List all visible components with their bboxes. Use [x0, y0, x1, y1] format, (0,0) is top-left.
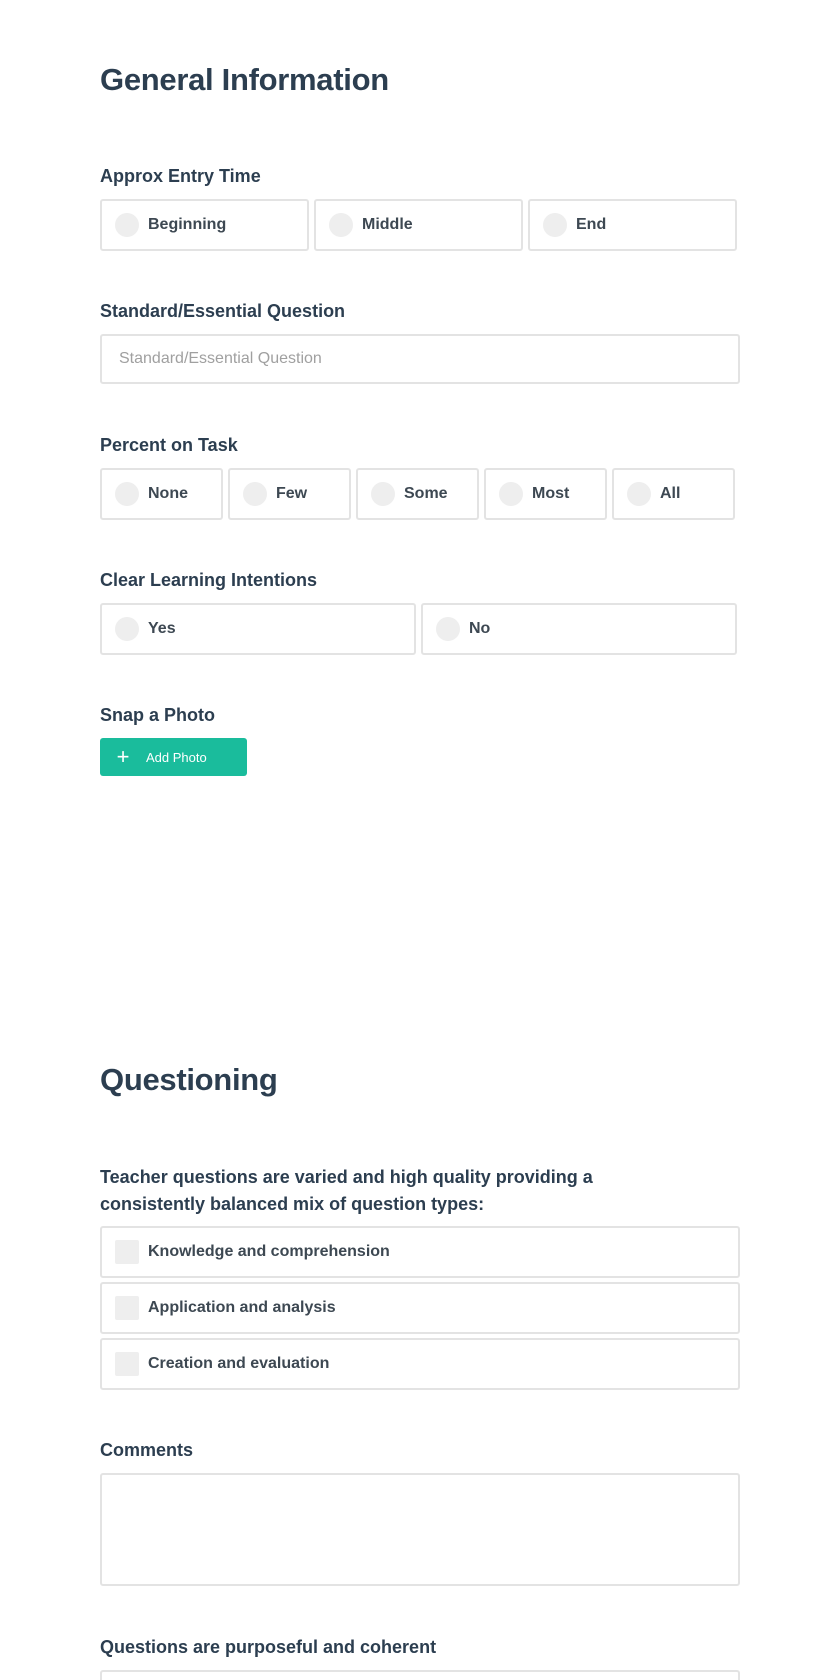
option-label: Application and analysis	[148, 1299, 336, 1316]
comments-textarea[interactable]	[100, 1473, 740, 1586]
purposeful-questions-label: Questions are purposeful and coherent	[100, 1637, 437, 1657]
entry-time-option-middle[interactable]	[314, 199, 523, 251]
option-label: Some	[404, 485, 448, 502]
intentions-option-no[interactable]	[421, 603, 737, 655]
option-label: Most	[532, 485, 570, 502]
option-label: No	[469, 620, 491, 637]
standard-question-label: Standard/Essential Question	[100, 301, 346, 321]
plus-icon: +	[116, 744, 130, 769]
option-label: None	[148, 485, 188, 502]
percent-option-some[interactable]	[356, 468, 479, 520]
radio-circle-icon[interactable]	[499, 482, 523, 506]
option-label: Yes	[148, 620, 176, 637]
radio-circle-icon[interactable]	[371, 482, 395, 506]
radio-circle-icon[interactable]	[115, 482, 139, 506]
entry-time-option-beginning[interactable]	[100, 199, 309, 251]
question-type-knowledge[interactable]	[100, 1226, 740, 1278]
learning-intentions-label: Clear Learning Intentions	[100, 570, 318, 590]
percent-option-few[interactable]	[228, 468, 351, 520]
question-type-application[interactable]	[100, 1282, 740, 1334]
comments-label: Comments	[100, 1440, 194, 1460]
standard-question-input[interactable]	[100, 334, 740, 384]
checkbox-square-icon[interactable]	[115, 1240, 139, 1264]
percent-on-task-label: Percent on Task	[100, 435, 238, 455]
radio-circle-icon[interactable]	[627, 482, 651, 506]
entry-time-option-end[interactable]	[528, 199, 737, 251]
checkbox-square-icon[interactable]	[115, 1352, 139, 1376]
section-title-general: General Information	[100, 62, 389, 97]
section-title-questioning: Questioning	[100, 1062, 278, 1097]
radio-circle-icon[interactable]	[243, 482, 267, 506]
option-label: Creation and evaluation	[148, 1355, 330, 1372]
option-label: Middle	[362, 216, 413, 233]
percent-option-all[interactable]	[612, 468, 735, 520]
intentions-option-yes[interactable]	[100, 603, 416, 655]
question-types-label: Teacher questions are varied and high quality providing a consistently balanced mix of question types:	[100, 1167, 593, 1214]
learning-intentions-options	[100, 603, 737, 655]
snap-photo-label: Snap a Photo	[100, 705, 216, 725]
percent-on-task-options	[100, 468, 735, 520]
radio-circle-icon[interactable]	[115, 617, 139, 641]
purposeful-questions-field[interactable]	[100, 1670, 740, 1680]
option-label: Beginning	[148, 216, 227, 233]
percent-option-none[interactable]	[100, 468, 223, 520]
option-label: Few	[276, 485, 308, 502]
radio-circle-icon[interactable]	[436, 617, 460, 641]
add-photo-button-label: Add Photo	[146, 749, 207, 765]
entry-time-label: Approx Entry Time	[100, 166, 261, 186]
checkbox-square-icon[interactable]	[115, 1296, 139, 1320]
radio-circle-icon[interactable]	[543, 213, 567, 237]
radio-circle-icon[interactable]	[115, 213, 139, 237]
question-type-creation[interactable]	[100, 1338, 740, 1390]
entry-time-options	[100, 199, 737, 251]
option-label: End	[576, 216, 607, 233]
radio-circle-icon[interactable]	[329, 213, 353, 237]
option-label: All	[660, 485, 681, 502]
option-label: Knowledge and comprehension	[148, 1243, 390, 1260]
percent-option-most[interactable]	[484, 468, 607, 520]
add-photo-button[interactable]	[100, 738, 247, 776]
